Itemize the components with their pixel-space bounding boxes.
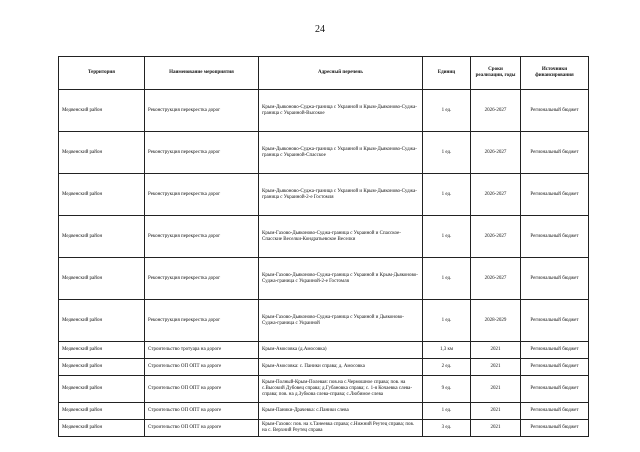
cell-name: Строительство ОП ОПТ на дороге	[145, 376, 259, 403]
cell-term: 2026-2027	[471, 90, 521, 132]
cell-term: 2021	[471, 359, 521, 376]
cell-term: 2026-2027	[471, 258, 521, 300]
header-address: Адресный перечень	[259, 57, 423, 90]
page-number: 24	[315, 24, 325, 35]
cell-funding: Региональный бюджет	[521, 376, 589, 403]
cell-territory: Медвенский район	[59, 90, 145, 132]
cell-address: Крым-Гахово: пов. на х.Танеевка справа; с.Нижний Реутец справа; пов. на с. Верхний Реутец справа	[259, 420, 423, 437]
cell-name: Строительство ОП ОПТ на дороге	[145, 359, 259, 376]
cell-name: Строительство ОП ОПТ на дороге	[145, 420, 259, 437]
cell-name: Реконструкция перекрестка дорог	[145, 216, 259, 258]
table-row	[59, 216, 589, 258]
cell-territory: Медвенский район	[59, 376, 145, 403]
cell-term: 2026-2027	[471, 132, 521, 174]
cell-address: Крым-Дьяконово-Суджа-граница с Украиной и Крым-Дьяконово-Суджа-граница с Украиной-Спасское	[259, 132, 423, 174]
cell-address: Крым-Амосовка (д.Амосовка)	[259, 342, 423, 359]
table-header-row	[59, 57, 589, 90]
cell-address: Крым-Дьяконово-Суджа-граница с Украиной и Крым-Дьяконово-Суджа-граница с Украиной-2-е Гостомля	[259, 174, 423, 216]
cell-name: Строительство ОП ОПТ на дороге	[145, 403, 259, 420]
cell-address: Крым-Полный-Крым-Полевая: пов.на с.Чермошное справа; пов. на с.Высокий Дубовец справа; д.Губановка справа; с. 1-я Кочаевка слева-справа; пов. на д.Зубкова слева-справа; с.Любимое слева	[259, 376, 423, 403]
cell-funding: Региональный бюджет	[521, 342, 589, 359]
cell-term: 2028-2029	[471, 300, 521, 342]
cell-address: Крым-Гахово-Дьяконово-Суджа-граница с Украиной и Крым-Дьяконово-Суджа-граница с Украиной-2-е Гостомля	[259, 258, 423, 300]
cell-funding: Региональный бюджет	[521, 216, 589, 258]
cell-funding: Региональный бюджет	[521, 359, 589, 376]
cell-territory: Медвенский район	[59, 359, 145, 376]
cell-unit: 1 ед.	[423, 216, 471, 258]
cell-name: Реконструкция перекрестка дорог	[145, 300, 259, 342]
cell-territory: Медвенский район	[59, 300, 145, 342]
cell-unit: 1 ед.	[423, 300, 471, 342]
cell-unit: 2 ед.	[423, 359, 471, 376]
cell-funding: Региональный бюджет	[521, 258, 589, 300]
table-row	[59, 90, 589, 132]
cell-name: Реконструкция перекрестка дорог	[145, 258, 259, 300]
header-territory: Территория	[59, 57, 145, 90]
table-row	[59, 420, 589, 437]
cell-territory: Медвенский район	[59, 420, 145, 437]
cell-name: Реконструкция перекрестка дорог	[145, 132, 259, 174]
cell-name: Реконструкция перекрестка дорог	[145, 174, 259, 216]
cell-funding: Региональный бюджет	[521, 300, 589, 342]
cell-funding: Региональный бюджет	[521, 90, 589, 132]
cell-unit: 1 ед.	[423, 90, 471, 132]
cell-territory: Медвенский район	[59, 403, 145, 420]
cell-territory: Медвенский район	[59, 174, 145, 216]
cell-territory: Медвенский район	[59, 258, 145, 300]
header-funding: Источники финансирования	[521, 57, 589, 90]
cell-term: 2021	[471, 342, 521, 359]
cell-unit: 1 ед.	[423, 403, 471, 420]
cell-term: 2021	[471, 376, 521, 403]
cell-unit: 3 ед.	[423, 420, 471, 437]
header-name: Наименование мероприятия	[145, 57, 259, 90]
cell-funding: Региональный бюджет	[521, 420, 589, 437]
cell-address: Крым-Гахово-Дьяконово-Суджа-граница с Украиной и Спасское-Спасские Веселки-Кондратьевское Веселки	[259, 216, 423, 258]
table-row	[59, 359, 589, 376]
cell-funding: Региональный бюджет	[521, 403, 589, 420]
header-unit: Единиц	[423, 57, 471, 90]
table-row	[59, 403, 589, 420]
measures-table	[58, 56, 589, 437]
cell-unit: 1 ед.	[423, 132, 471, 174]
table-row	[59, 132, 589, 174]
cell-territory: Медвенский район	[59, 216, 145, 258]
cell-territory: Медвенский район	[59, 132, 145, 174]
cell-address: Крым-Дьяконово-Суджа-граница с Украиной и Крым-Дьяконово-Суджа-граница с Украиной-Высокое	[259, 90, 423, 132]
table-row	[59, 342, 589, 359]
cell-term: 2026-2027	[471, 174, 521, 216]
table-row	[59, 174, 589, 216]
cell-funding: Региональный бюджет	[521, 132, 589, 174]
table-row	[59, 258, 589, 300]
cell-unit: 9 ед.	[423, 376, 471, 403]
cell-term: 2021	[471, 403, 521, 420]
cell-name: Реконструкция перекрестка дорог	[145, 90, 259, 132]
cell-address: Крым-Паники-Драчевка: с.Паники слева	[259, 403, 423, 420]
cell-address: Крым-Гахово-Дьяконово-Суджа-граница с Украиной и Дьяконово-Суджа-граница с Украиной	[259, 300, 423, 342]
table-row	[59, 300, 589, 342]
cell-unit: 1 ед.	[423, 174, 471, 216]
cell-term: 2026-2027	[471, 216, 521, 258]
table-row	[59, 376, 589, 403]
cell-name: Строительство тротуара на дороге	[145, 342, 259, 359]
cell-funding: Региональный бюджет	[521, 174, 589, 216]
cell-territory: Медвенский район	[59, 342, 145, 359]
header-term: Сроки реализации, годы	[471, 57, 521, 90]
cell-address: Крым-Амосовка: с. Паники справа; д. Амосовка	[259, 359, 423, 376]
cell-unit: 1,3 км	[423, 342, 471, 359]
cell-term: 2021	[471, 420, 521, 437]
cell-unit: 1 ед.	[423, 258, 471, 300]
